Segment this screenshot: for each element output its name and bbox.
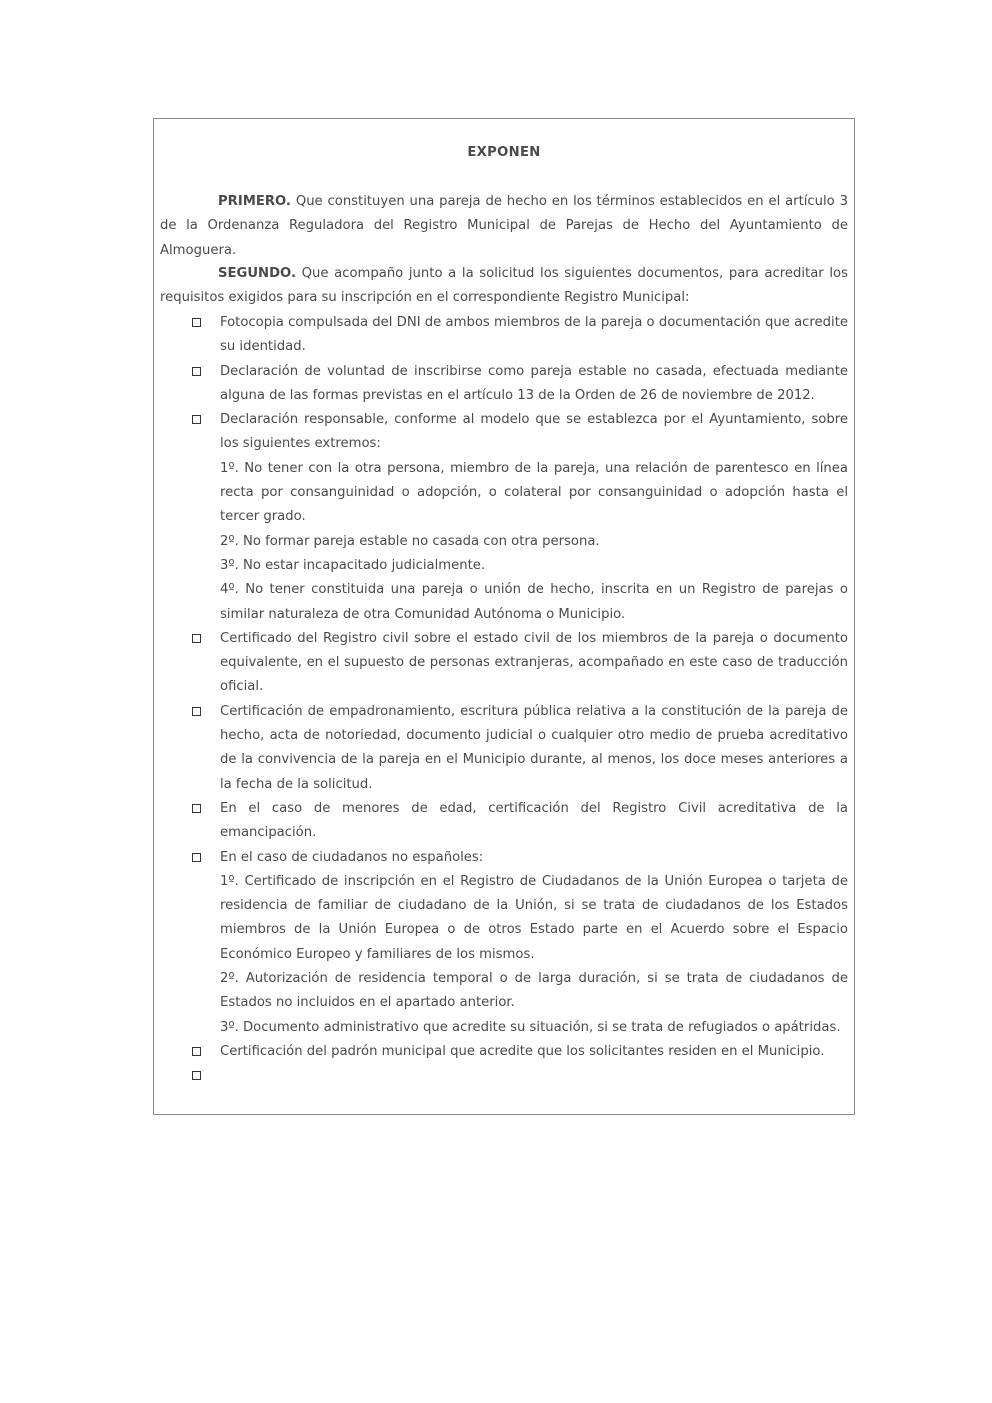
checkbox-icon bbox=[192, 1071, 201, 1080]
segundo-label: SEGUNDO. bbox=[218, 266, 296, 281]
sub-item: 1º. No tener con la otra persona, miembro de la pareja, una relación de parentesco en línea recta por consanguinidad o adopción, o colateral por consanguinidad o adopción hasta el tercer grado. bbox=[220, 460, 848, 525]
checklist-item-text: En el caso de menores de edad, certificación del Registro Civil acreditativa de la emancipación. bbox=[220, 800, 848, 841]
sub-item: 3º. No estar incapacitado judicialmente. bbox=[220, 557, 486, 573]
checklist-item-text: Certificado del Registro civil sobre el estado civil de los miembros de la pareja o documento equivalente, en el supuesto de personas extranjeras, acompañado en este caso de traducción oficial. bbox=[220, 630, 848, 695]
exponen-section bbox=[153, 118, 855, 1115]
checklist-item-text: Declaración responsable, conforme al modelo que se establezca por el Ayuntamiento, sobre los siguientes extremos: bbox=[220, 412, 848, 452]
sub-item: 3º. Documento administrativo que acredite su situación, si se trata de refugiados o apátridas. bbox=[220, 1019, 841, 1035]
sub-item: 1º. Certificado de inscripción en el Registro de Ciudadanos de la Unión Europea o tarjeta de residencia de familiar de ciudadano de la Unión, si se trata de ciudadanos de los Estados miembros de la Unión Europea o de otros Estado parte en el Acuerdo sobre el Espacio Económico Europeo y familiares de los mismos. bbox=[220, 873, 848, 962]
checkbox-icon bbox=[192, 318, 201, 327]
checklist-item bbox=[154, 408, 848, 457]
checklist-item bbox=[154, 700, 848, 797]
checklist-item bbox=[154, 627, 848, 700]
checklist-item bbox=[154, 797, 848, 846]
checklist-item-text: Fotocopia compulsada del DNI de ambos miembros de la pareja o documentación que acredite su identidad. bbox=[220, 315, 848, 355]
primero-label: PRIMERO. bbox=[218, 194, 291, 209]
checklist-item-text: Certificación de empadronamiento, escritura pública relativa a la constitución de la pareja de hecho, acta de notoriedad, documento judicial o cualquier otro medio de prueba acreditativo de la convivencia de la pareja en el Municipio durante, al menos, los doce meses anteriores a la fecha de la solicitud. bbox=[220, 703, 848, 792]
section-title: EXPONEN bbox=[467, 145, 541, 160]
checklist-item-text: Declaración de voluntad de inscribirse como pareja estable no casada, efectuada mediante alguna de las formas previstas en el artículo 13 de la Orden de 26 de noviembre de 2012. bbox=[220, 363, 848, 403]
segundo-text: Que acompaño junto a la solicitud los siguientes documentos, para acreditar los requisitos exigidos para su inscripción en el correspondiente Registro Municipal: bbox=[160, 266, 848, 306]
checklist-item bbox=[154, 846, 848, 870]
checkbox-icon bbox=[192, 853, 201, 862]
checklist-item bbox=[154, 360, 848, 409]
checkbox-icon bbox=[192, 367, 201, 376]
checklist-item-empty bbox=[154, 1064, 848, 1088]
sub-item: 2º. No formar pareja estable no casada con otra persona. bbox=[220, 533, 600, 549]
checkbox-icon bbox=[192, 634, 201, 643]
sub-item: 4º. No tener constituida una pareja o unión de hecho, inscrita en un Registro de parejas o similar naturaleza de otra Comunidad Autónoma o Municipio. bbox=[220, 582, 848, 622]
checklist-item bbox=[154, 1040, 848, 1064]
checkbox-icon bbox=[192, 707, 201, 716]
checkbox-icon bbox=[192, 415, 201, 424]
document-checklist bbox=[154, 311, 848, 1088]
checkbox-icon bbox=[192, 804, 201, 813]
paragraph-primero bbox=[160, 190, 848, 263]
checklist-item bbox=[154, 311, 848, 360]
checklist-item-text: Certificación del padrón municipal que acredite que los solicitantes residen en el Municipio. bbox=[220, 1043, 825, 1059]
checkbox-icon bbox=[192, 1047, 201, 1056]
sub-item: 2º. Autorización de residencia temporal o de larga duración, si se trata de ciudadanos de Estados no incluidos en el apartado anterior. bbox=[220, 971, 848, 1011]
checklist-item-text: En el caso de ciudadanos no españoles: bbox=[220, 849, 484, 865]
paragraph-segundo bbox=[160, 262, 848, 311]
primero-text: Que constituyen una pareja de hecho en los términos establecidos en el artículo 3 de la Ordenanza Reguladora del Registro Municipal de Parejas de Hecho del Ayuntamiento de Almoguera. bbox=[160, 194, 848, 258]
